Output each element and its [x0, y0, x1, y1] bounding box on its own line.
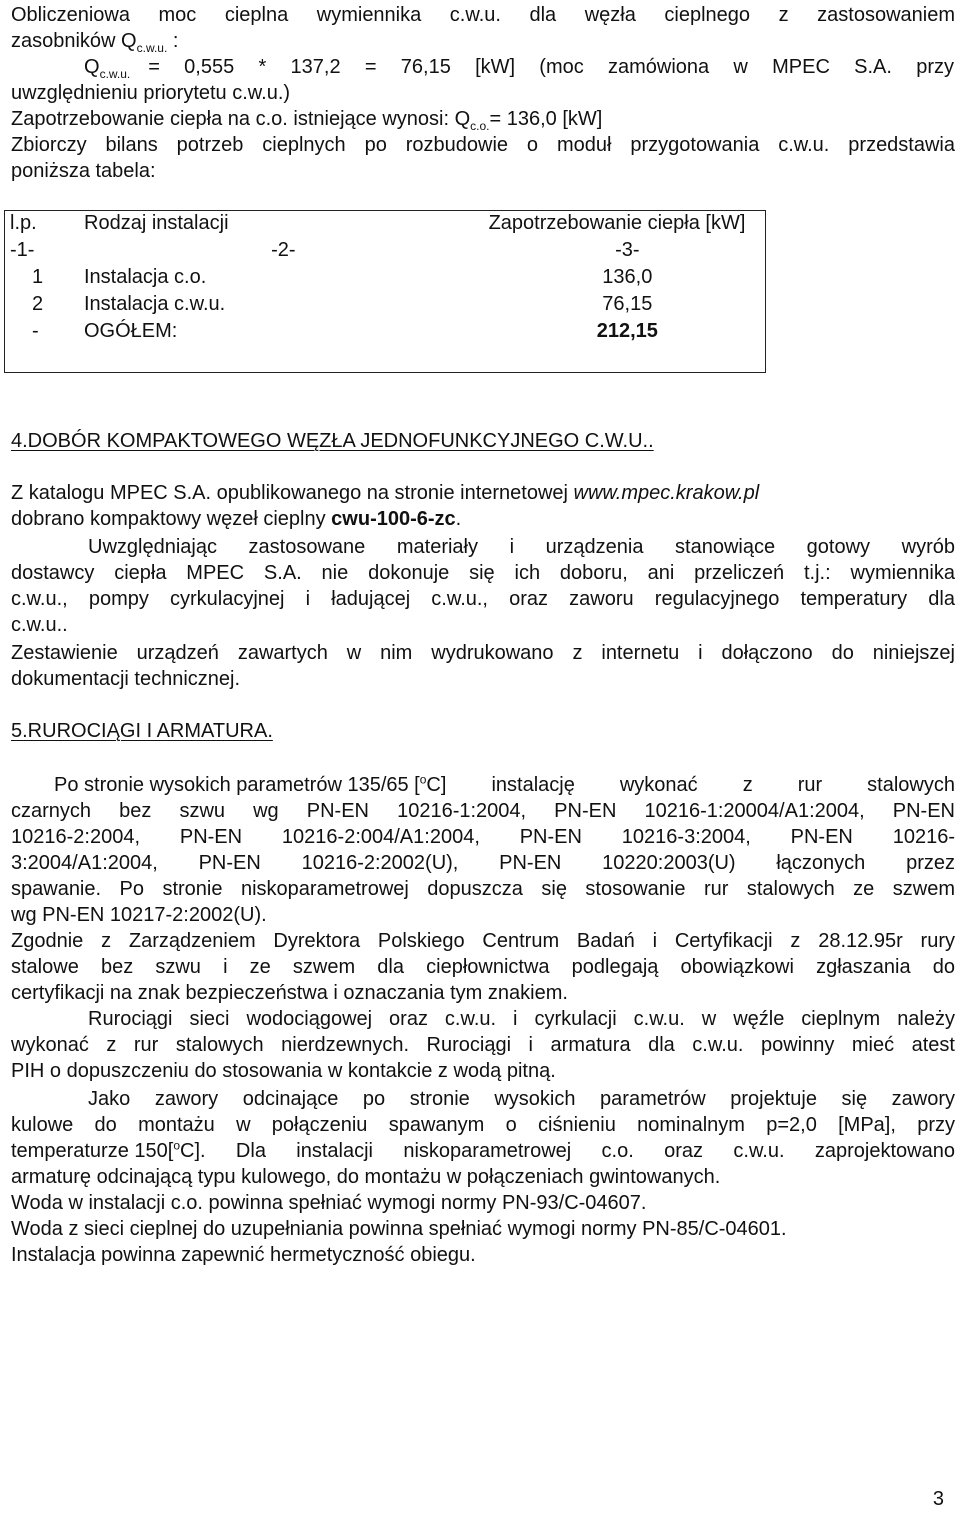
num-3: -3- [615, 239, 640, 261]
row-value-total: 212,15 [596, 320, 658, 342]
s5-p1-line-3: 10216-2:2004, PN-EN 10216-2:004/A1:2004, PN-EN 10216-3:2004, PN-EN 10216- [11, 826, 955, 848]
num-1: -1- [10, 239, 35, 261]
num-2: -2- [271, 239, 296, 261]
table-header-row [4, 210, 766, 237]
s5-p4-line-1: Jako zawory odcinające po stronie wysokich parametrów projektuje się zawory [88, 1088, 955, 1110]
table-numbering-row [4, 237, 766, 264]
table-row-total [4, 318, 766, 345]
s5-p3-line-2: wykonać z rur stalowych nierdzewnych. Rurociągi i armatura dla c.w.u. powinny mieć atest [11, 1034, 955, 1056]
table-row [4, 291, 766, 318]
node-model: cwu-100-6-zc [331, 508, 456, 530]
s4-p2-line-4: c.w.u.. [11, 614, 68, 636]
s4-p1-line-2: dobrano kompaktowy węzeł cieplny cwu-100-6-zc. [11, 508, 462, 530]
intro-line-2: zasobników $Q_{c.w.u.}$ : [11, 30, 179, 55]
row-name: OGÓŁEM: [84, 320, 178, 342]
s5-p3-line-3: PIH o dopuszczeniu do stosowania w kontakcie z wodą pitną. [11, 1060, 556, 1082]
section-5-heading: 5.RUROCIĄGI I ARMATURA. [11, 720, 273, 742]
s5-p4-line-2: kulowe do montażu w połączeniu spawanym o ciśnieniu nominalnym p=2,0 [MPa], przy [11, 1114, 955, 1136]
section-4-heading: 4.DOBÓR KOMPAKTOWEGO WĘZŁA JEDNOFUNKCYJNEGO C.W.U.. [11, 430, 654, 452]
s5-p3-line-1: Rurociągi sieci wodociągowej oraz c.w.u. i cyrkulacji c.w.u. w węźle cieplnym należy [88, 1008, 955, 1030]
s5-p2-line-3: certyfikacji na znak bezpieczeństwa i oznaczania tym znakiem. [11, 982, 568, 1004]
s4-p3-line-1: Zestawienie urządzeń zawartych w nim wydrukowano z internetu i dołączono do niniejszej [11, 642, 955, 664]
row-lp: 1 [32, 266, 44, 288]
s5-p1-line-1: Po stronie wysokich parametrów 135/65 [$^o$ C] instalację wykonać z rur stalowych [54, 772, 955, 796]
s4-p2-line-3: c.w.u., pompy cyrkulacyjnej i ładującej c.w.u., oraz zaworu regulacyjnego temperatury dla [11, 588, 955, 610]
row-value: 136,0 [602, 266, 653, 288]
row-lp: 2 [32, 293, 44, 315]
s5-p4-line-4: armaturę odcinającą typu kulowego, do montażu w połączeniach gwintowanych. [11, 1166, 721, 1188]
s5-p4-line-3: temperaturze 150[$^o$ C]. Dla instalacji niskoparametrowej c.o. oraz c.w.u. zaprojektowano [11, 1138, 955, 1162]
s5-p1-line-6: wg PN-EN 10217-2:2002(U). [11, 904, 267, 926]
s5-p1-line-2: czarnych bez szwu wg PN-EN 10216-1:2004, PN-EN 10216-1:20004/A1:2004, PN-EN [11, 800, 955, 822]
col-header-type: Rodzaj instalacji [84, 212, 229, 234]
col-header-demand: Zapotrzebowanie ciepła [kW] [488, 212, 746, 234]
s5-p5: Woda w instalacji c.o. powinna spełniać wymogi normy PN-93/C-04607. [11, 1192, 647, 1214]
intro-line-3: $Q_{c.w.u.}$ = 0,555 * 137,2 = 76,15 [kW] (moc zamówiona w MPEC S.A. przy [84, 56, 954, 81]
intro-line-7: poniższa tabela: [11, 160, 156, 182]
s4-p2-line-1: Uwzględniając zastosowane materiały i urządzenia stanowiące gotowy wyrób [88, 536, 955, 558]
page-number: 3 [932, 1488, 944, 1510]
s5-p2-line-1: Zgodnie z Zarządzeniem Dyrektora Polskiego Centrum Badań i Certyfikacji z 28.12.95r rury [11, 930, 955, 952]
intro-line-5: Zapotrzebowanie ciepła na c.o. istniejące wynosi: $Q_{c.o.}= 136,0$ [kW] [11, 108, 603, 133]
table-row [4, 264, 766, 291]
row-name: Instalacja c.w.u. [84, 293, 226, 315]
s5-p6: Woda z sieci cieplnej do uzupełniania powinna spełniać wymogi normy PN-85/C-04601. [11, 1218, 787, 1240]
s4-p1-line-1: Z katalogu MPEC S.A. opublikowanego na stronie internetowej www.mpec.krakow.pl [11, 482, 760, 504]
s5-p7: Instalacja powinna zapewnić hermetyczność obiegu. [11, 1244, 476, 1266]
s5-p2-line-2: stalowe bez szwu i ze szwem dla ciepłownictwa podlegają obowiązkowi zgłaszania do [11, 956, 955, 978]
s4-p3-line-2: dokumentacji technicznej. [11, 668, 241, 690]
col-header-lp: l.p. [10, 212, 37, 234]
intro-line-6: Zbiorczy bilans potrzeb cieplnych po rozbudowie o moduł przygotowania c.w.u. przedstawia [11, 134, 955, 156]
row-lp: - [32, 320, 39, 342]
mpec-url-link[interactable]: www.mpec.krakow.pl [573, 482, 760, 504]
row-name: Instalacja c.o. [84, 266, 207, 288]
s5-p1-line-5: spawanie. Po stronie niskoparametrowej dopuszcza się stosowanie rur stalowych ze szwem [11, 878, 955, 900]
intro-line-4: uwzględnieniu priorytetu c.w.u.) [11, 82, 291, 104]
row-value: 76,15 [602, 293, 653, 315]
s4-p2-line-2: dostawcy ciepła MPEC S.A. nie dokonuje się ich doboru, ani przeliczeń t.j.: wymiennika [11, 562, 955, 584]
intro-line-1: Obliczeniowa moc cieplna wymiennika c.w.u. dla węzła cieplnego z zastosowaniem [11, 4, 955, 26]
demand-table [4, 210, 766, 345]
s5-p1-line-4: 3:2004/A1:2004, PN-EN 10216-2:2002(U), PN-EN 10220:2003(U) łączonych przez [11, 852, 955, 874]
